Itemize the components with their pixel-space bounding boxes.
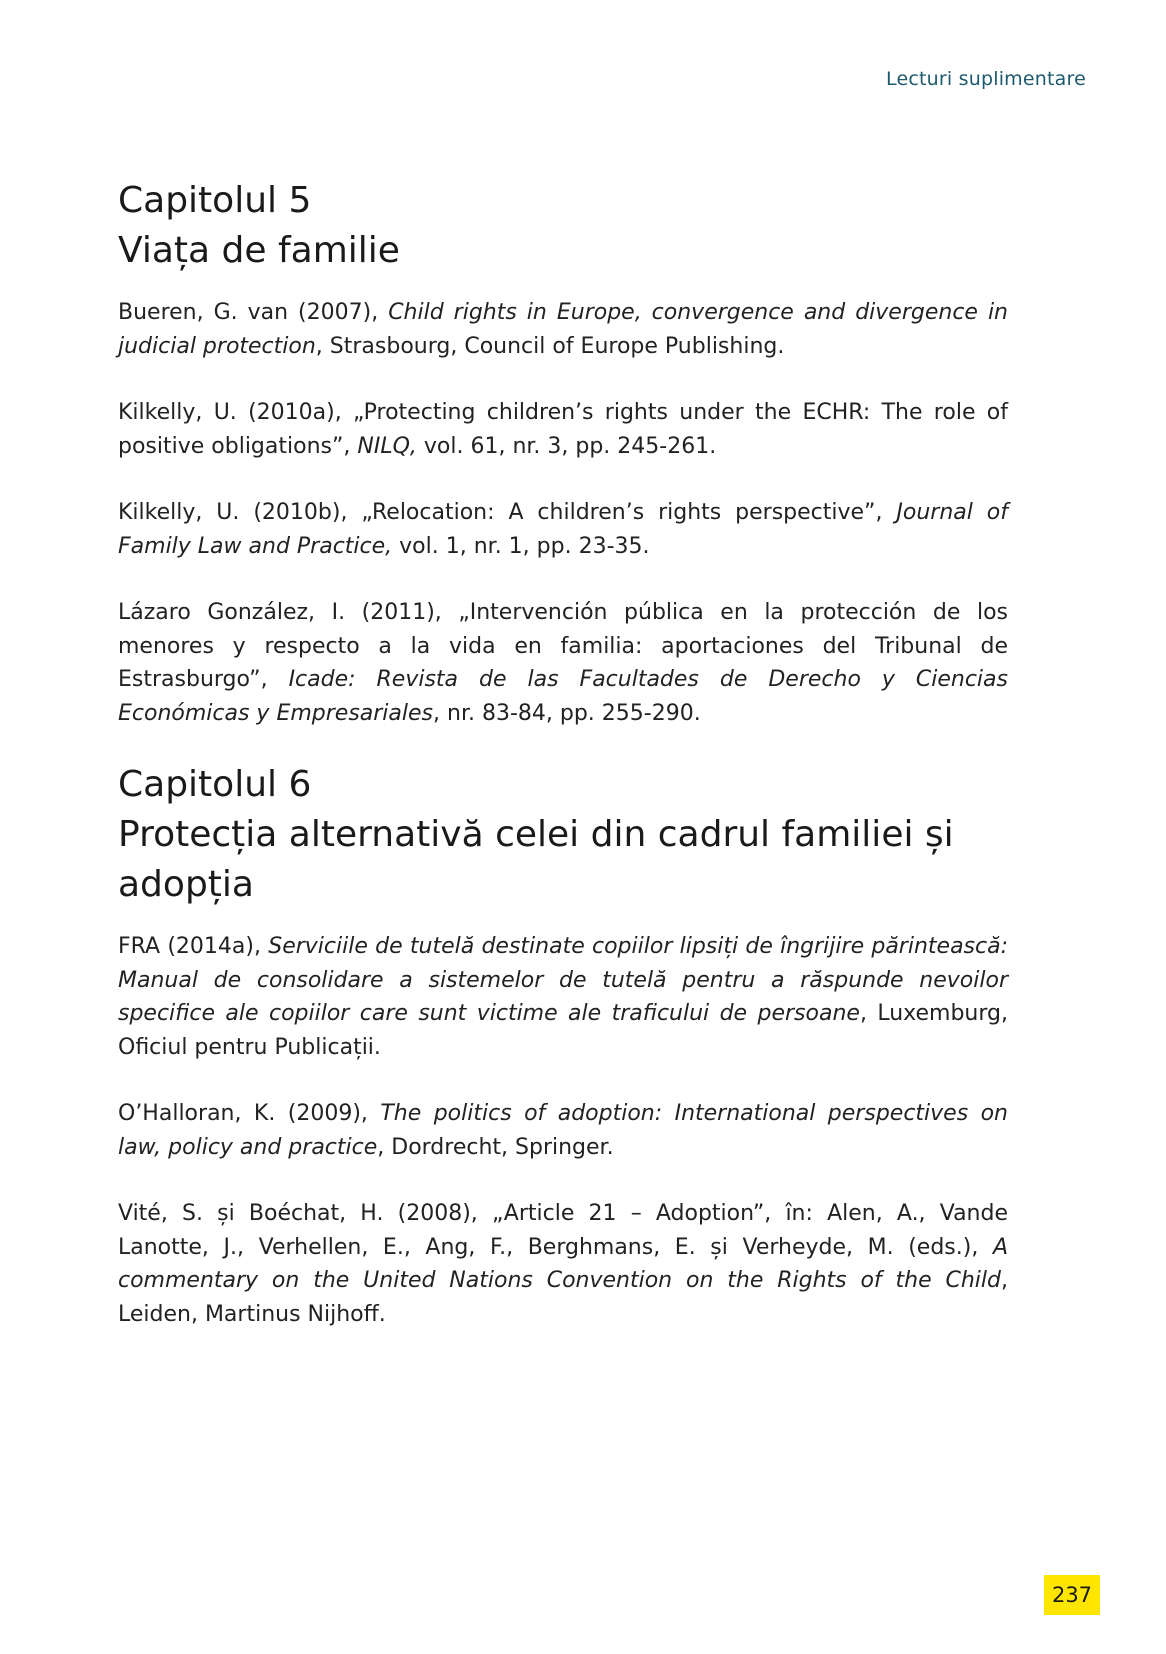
reference-text: Bueren, G. van (2007),: [118, 300, 389, 325]
chapter-6: [118, 760, 1008, 1331]
reference-text: FRA (2014a),: [118, 934, 269, 959]
chapter-heading: [118, 760, 1008, 910]
reference-text: , Dordrecht, Springer.: [377, 1134, 614, 1160]
chapter-title: Viața de familie: [118, 230, 400, 271]
reference-text: , Leiden, Martinus Nijhoff.: [118, 1268, 1008, 1327]
reference-entry: [118, 1197, 1008, 1331]
chapter-number: Capitolul 5: [118, 180, 312, 221]
reference-text: , Strasbourg, Council of Europe Publishing.: [315, 333, 785, 359]
reference-text: , nr. 83-84, pp. 255-290.: [433, 700, 701, 726]
page-number-badge: 237: [1044, 1575, 1100, 1615]
reference-entry: [118, 1097, 1008, 1164]
chapter-heading: [118, 176, 1008, 276]
reference-text: vol. 61, nr. 3, pp. 245-261.: [416, 433, 717, 459]
page-content: [118, 176, 1008, 1331]
reference-work-title: Icade: Revista de las Facultades de Derecho y Ciencias Económicas y Empresariales: [118, 667, 1008, 726]
running-header: Lecturi suplimentare: [886, 68, 1086, 90]
reference-text: Kilkelly, U. (2010b), „Relocation: A children’s rights perspective”,: [118, 500, 897, 525]
reference-text: vol. 1, nr. 1, pp. 23-35.: [392, 533, 650, 559]
reference-entry: [118, 596, 1008, 730]
reference-text: Vité, S. și Boéchat, H. (2008), „Article 21 – Adoption”, în: Alen, A., Vande Lanotte, J., Verhellen, E., Ang, F., Berghmans, E. și Verheyde, M. (eds.),: [118, 1201, 1008, 1260]
reference-text: Kilkelly, U. (2010a), „Protecting children’s rights under the ECHR: The role of positive obligations”,: [118, 400, 1008, 459]
reference-entry: [118, 396, 1008, 463]
reference-entry: [118, 930, 1008, 1064]
reference-work-title: Serviciile de tutelă destinate copiilor lipsiți de îngrijire părintească: Manual de consolidare a sistemelor de tutelă pentru a răspunde nevoilor specifice ale copiilor care sunt victime ale traficului de persoane: [118, 934, 1008, 1026]
reference-work-title: The politics of adoption: International perspectives on law, policy and practice: [118, 1101, 1009, 1160]
chapter-number: Capitolul 6: [118, 764, 312, 805]
reference-entry: [118, 496, 1008, 563]
reference-work-title: NILQ,: [357, 433, 417, 459]
reference-text: O’Halloran, K. (2009),: [118, 1101, 381, 1126]
reference-work-title: Journal of Family Law and Practice,: [118, 500, 1008, 559]
chapter-5: [118, 176, 1008, 730]
reference-text: , Luxemburg, Oficiul pentru Publicații.: [118, 1001, 1008, 1060]
reference-entry: [118, 296, 1008, 363]
reference-text: Lázaro González, I. (2011), „Intervención pública en la protección de los menores y respecto a la vida en familia: aportaciones del Tribunal de Estrasburgo”,: [118, 600, 1008, 692]
reference-work-title: Child rights in Europe, convergence and divergence in judicial protection: [118, 300, 1008, 359]
reference-work-title: A commentary on the United Nations Convention on the Rights of the Child: [118, 1234, 1008, 1293]
chapter-title: Protecția alternativă celei din cadrul familiei și adopția: [118, 814, 954, 905]
